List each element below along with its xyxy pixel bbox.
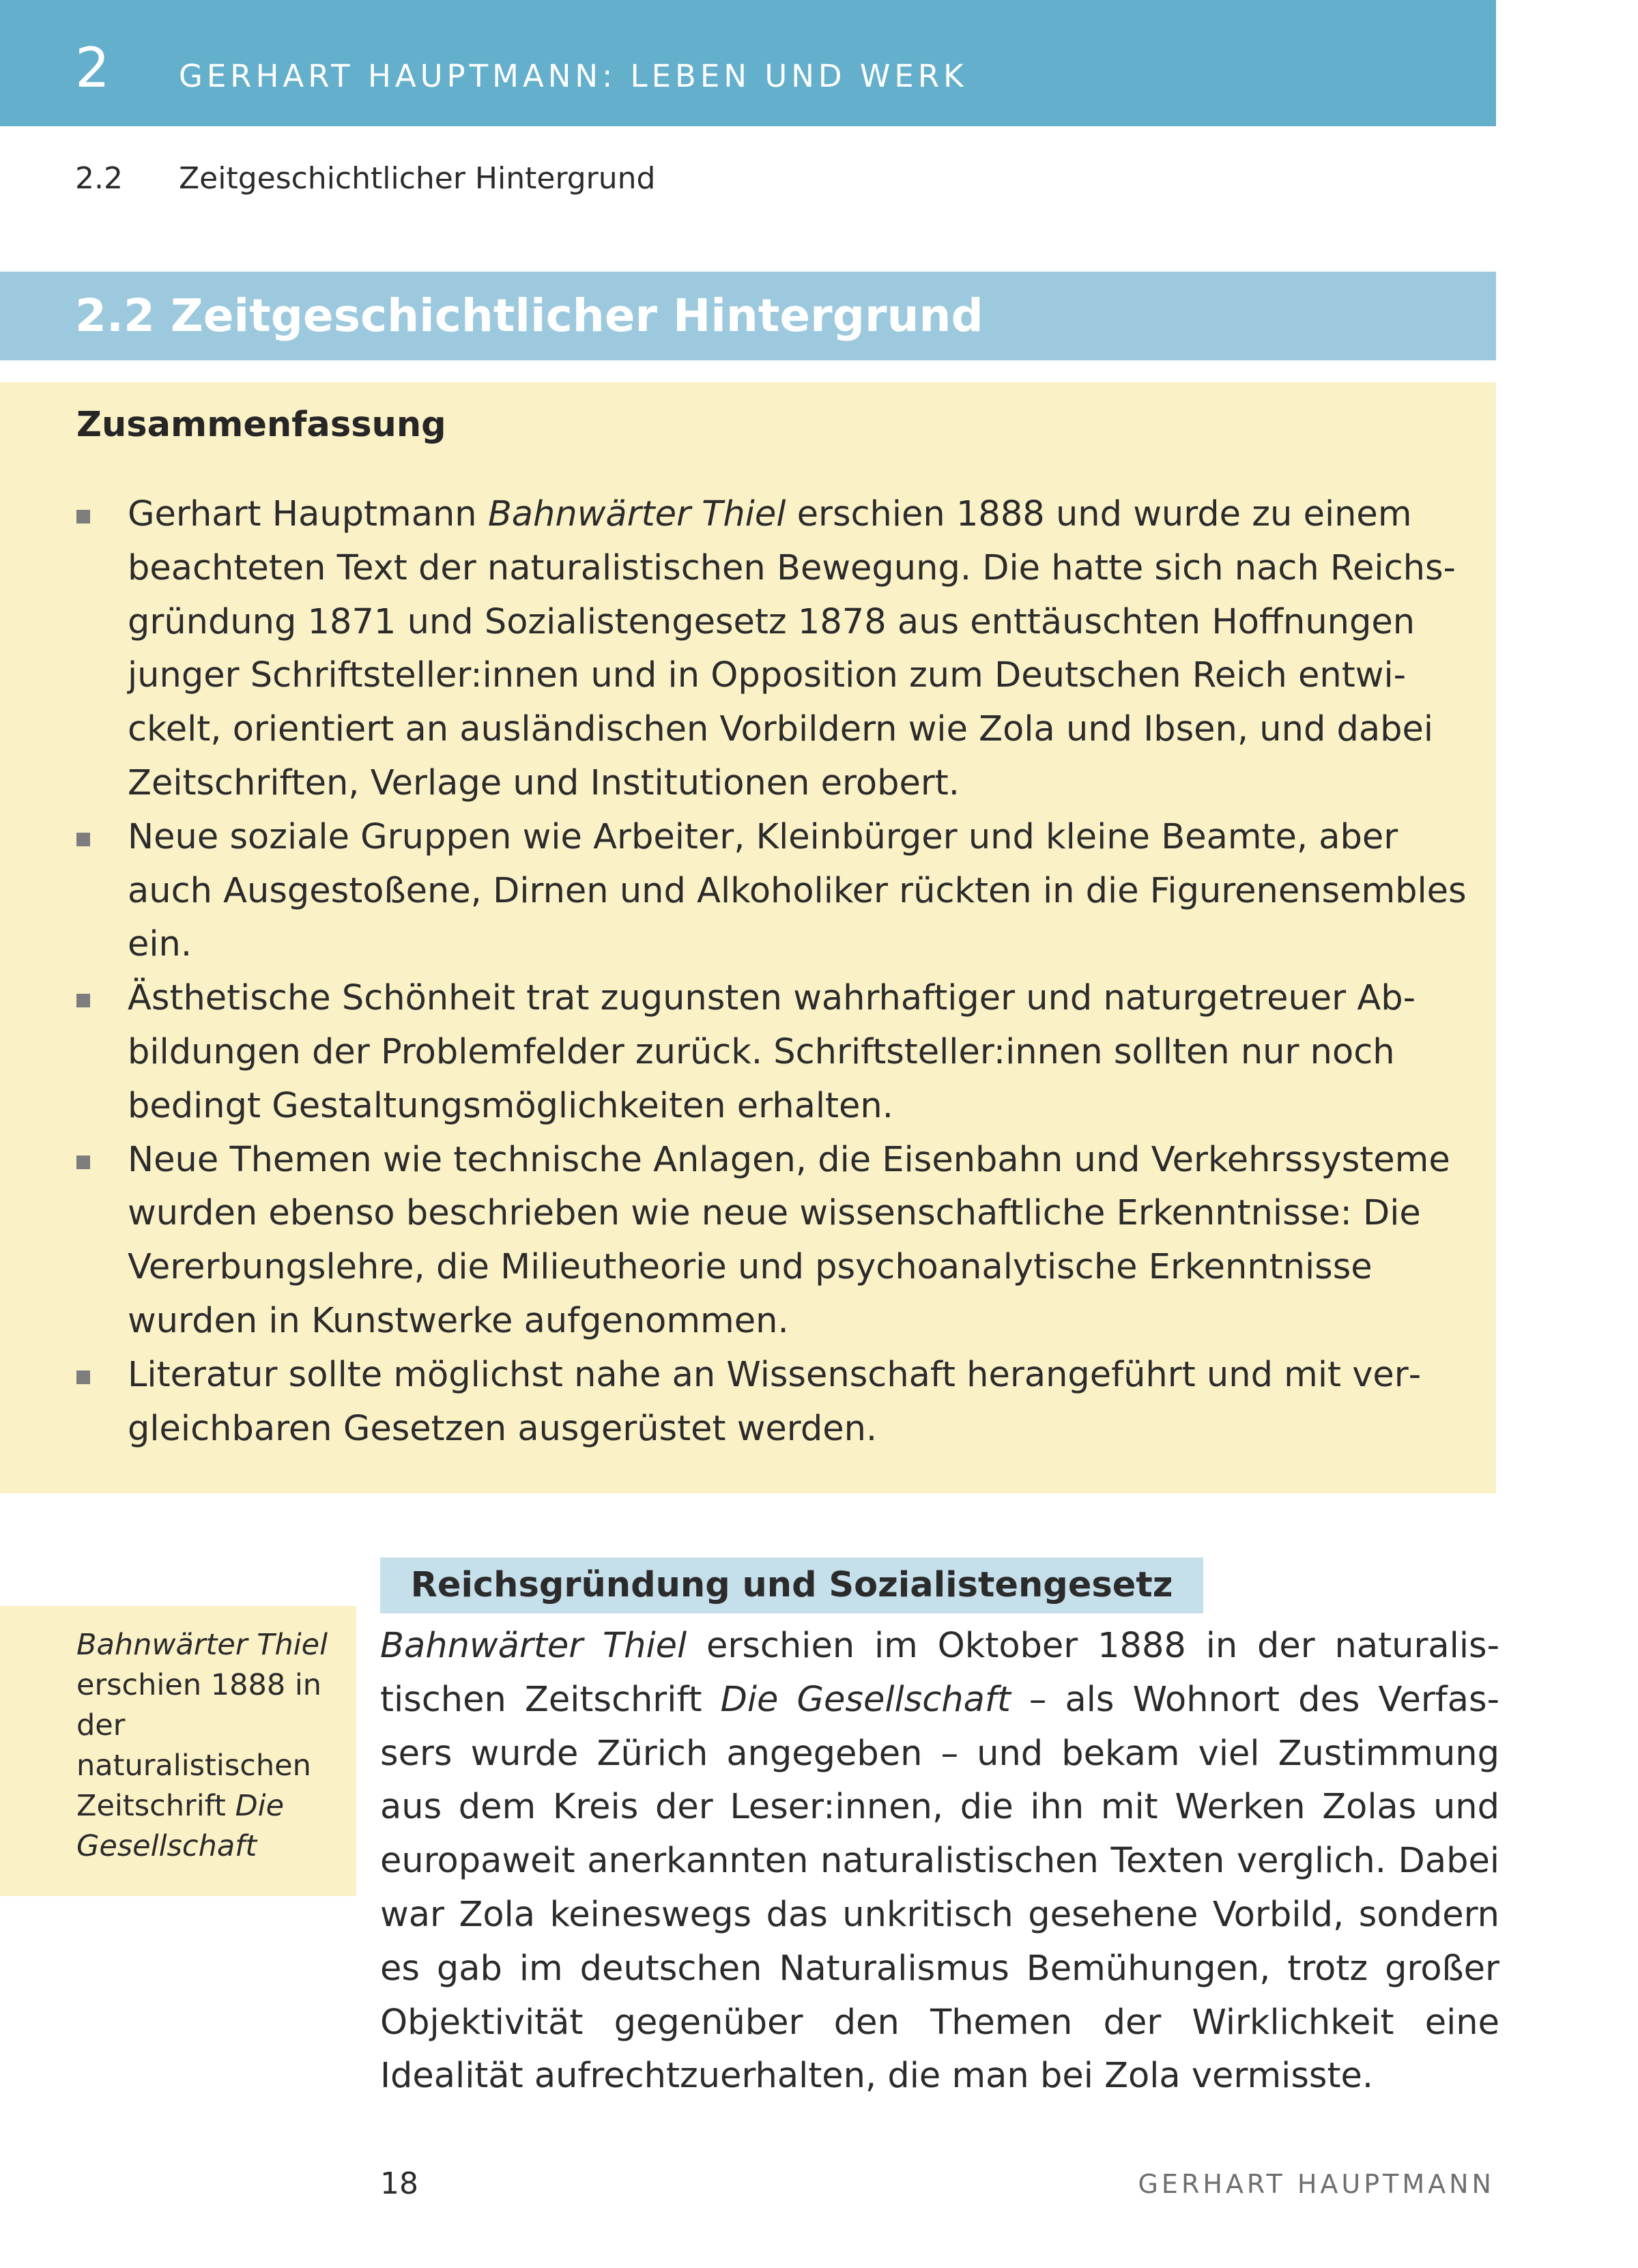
margin-note-box [0,1606,356,1896]
journal-title: Die Gesellschaft [76,1789,285,1863]
square-bullet-icon [76,510,90,523]
summary-item [0,811,1496,972]
summary-item-text: Ästhetische Schönheit trat zugunsten wahrhaftiger und naturgetreuer Abbildungen der Problemfelder zurück. Schriftsteller:innen sollten nur noch bedingt Gestaltungsmöglichkeiten erhalten. [128,978,1416,1126]
margin-text-run: erschien 1888 in der naturalistischen Zeitschrift [76,1668,322,1823]
subsection-title: Zeitgeschichtlicher Hintergrund [179,161,656,196]
subheading: Reichsgründung und Sozialistengesetz [410,1565,1173,1605]
summary-item-text: Neue Themen wie technische Anlagen, die Eisenbahn und Verkehrssysteme wurden ebenso beschrieben wie neue wissenschaftliche Erkenntnisse: Die Vererbungslehre, die Milieutheorie und psychoanalytische Erkenntnisse wurden in Kunstwerke aufgenommen. [128,1139,1450,1341]
summary-title: Zusammenfassung [76,405,446,445]
chapter-number: 2 [75,36,110,100]
summary-item-text: Neue soziale Gruppen wie Arbeiter, Kleinbürger und kleine Beamte, aber auch Ausgestoßene, Dirnen und Alkoholiker rückten in die Figurenensembles ein. [128,816,1467,965]
square-bullet-icon [76,1370,90,1384]
body-text-run: – als Wohnort des Verfassers wurde Zürich angegeben – und bekam viel Zustimmung aus dem Kreis der Leser:innen, die ihn mit Werken Zolas und europaweit anerkannten naturalistischen Texten verglich. Dabei war Zola keineswegs das unkritisch gesehene Vorbild, sondern es gab im deutschen Naturalismus Bemühungen, trotz großer Objektivität gegenüber den Themen der Wirklichkeit eine Idealität aufrechtzuerhalten, die man bei Zola vermisste. [380,1679,1499,2097]
section-title: 2.2 Zeitgeschichtlicher Hintergrund [75,289,983,342]
body-text-run: erschien im Oktober 1888 in der naturalistischen Zeitschrift [380,1626,1499,1720]
summary-item [0,488,1496,811]
running-footer-title: GERHART HAUPTMANN [1138,2169,1495,2199]
subsection-number: 2.2 [75,161,123,196]
summary-item-text [128,488,1469,811]
square-bullet-icon [76,833,90,846]
margin-note [76,1625,346,1867]
summary-item [0,1134,1496,1349]
summary-item [0,972,1496,1133]
square-bullet-icon [76,1155,90,1169]
subheading-box [380,1558,1203,1613]
summary-text-run: Gerhart Hauptmann [128,494,488,534]
summary-box [0,382,1496,1493]
chapter-title: GERHART HAUPTMANN: LEBEN UND WERK [179,58,968,94]
journal-title: Die Gesellschaft [720,1679,1011,1720]
work-title: Bahnwärter Thiel [76,1628,328,1662]
page-number: 18 [380,2166,418,2201]
body-paragraph [380,1620,1499,2104]
square-bullet-icon [76,994,90,1007]
summary-item-text: Literatur sollte möglichst nahe an Wissenschaft herangeführt und mit vergleichbaren Gesetzen ausgerüstet werden. [128,1354,1422,1449]
chapter-header-bar [0,0,1496,126]
work-title: Bahnwärter Thiel [380,1626,687,1666]
summary-text-run: erschien 1888 und wurde zu einem beachteten Text der naturalistischen Bewegung. Die hatte sich nach Reichsgründung 1871 und Sozialistengesetz 1878 aus enttäuschten Hoffnungen junger Schriftsteller:innen und in Opposition zum Deutschen Reich entwickelt, orientiert an ausländischen Vorbildern wie Zola und Ibsen, und dabei Zeitschriften, Verlage und Institutionen erobert. [128,494,1456,803]
work-title: Bahnwärter Thiel [487,494,786,534]
summary-item [0,1349,1496,1456]
section-title-bar [0,272,1496,360]
summary-list [0,488,1496,1456]
